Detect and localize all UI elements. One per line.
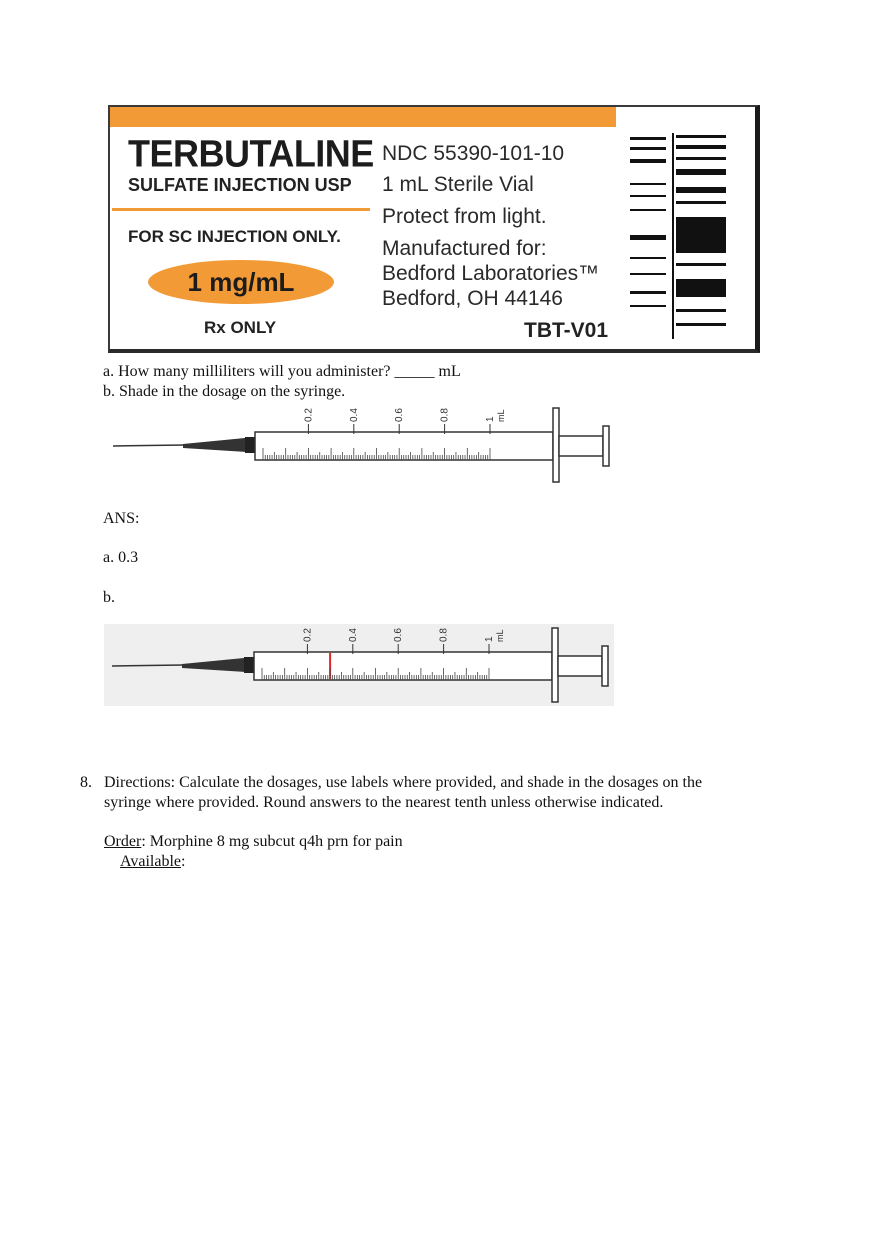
protect-text: Protect from light. bbox=[382, 205, 547, 228]
answer-b: b. bbox=[103, 589, 115, 606]
syringe-tick-label: 0.6 bbox=[393, 628, 405, 642]
label-divider bbox=[112, 208, 370, 211]
drug-subtitle: SULFATE INJECTION USP bbox=[128, 175, 352, 195]
available-suffix: : bbox=[181, 853, 186, 870]
concentration-badge: 1 mg/mL bbox=[148, 260, 334, 304]
syringe-tick-label: 0.8 bbox=[438, 628, 450, 642]
syringe-tick-label: 0.4 bbox=[347, 628, 359, 642]
syringe-tick-label: 1 bbox=[484, 636, 495, 642]
syringe-hub bbox=[182, 658, 246, 672]
label-orange-bar bbox=[110, 107, 616, 127]
syringe-unit-label: mL bbox=[496, 409, 506, 422]
answer-a: a. 0.3 bbox=[103, 549, 139, 566]
syringe-hub bbox=[183, 438, 247, 452]
rx-only: Rx ONLY bbox=[204, 318, 277, 337]
syringe-body bbox=[113, 408, 609, 482]
directions-line1: Directions: Calculate the dosages, use labels where provided, and shade in the dosages on the bbox=[104, 774, 703, 791]
syringe-plunger-rod bbox=[558, 656, 602, 676]
syringe-tick-label: 1 bbox=[485, 416, 496, 422]
syringe-unit-label: mL bbox=[495, 629, 505, 642]
syringe-tick-label: 0.2 bbox=[302, 628, 314, 642]
syringe-flange bbox=[553, 408, 559, 482]
barcode-icon bbox=[630, 133, 736, 339]
syringe-tick-label: 0.6 bbox=[394, 408, 406, 422]
syringe-answer bbox=[104, 620, 614, 706]
ndc-number: NDC 55390-101-10 bbox=[382, 142, 565, 165]
syringe-tip bbox=[245, 437, 255, 453]
order-label: Order bbox=[104, 833, 142, 850]
available-label: Available bbox=[120, 853, 182, 870]
question-b: b. Shade in the dosage on the syringe. bbox=[103, 383, 346, 400]
answer-heading: ANS: bbox=[103, 510, 140, 527]
syringe-needle bbox=[112, 665, 184, 666]
drug-label bbox=[108, 105, 760, 353]
syringe-tick-label: 0.4 bbox=[348, 408, 360, 422]
manufacturer-line3: Bedford, OH 44146 bbox=[382, 287, 563, 310]
syringe-plunger-thumb bbox=[603, 426, 609, 466]
route-text: FOR SC INJECTION ONLY. bbox=[128, 227, 341, 246]
directions-line2: syringe where provided. Round answers to the nearest tenth unless otherwise indicated. bbox=[104, 794, 664, 811]
problem-number: 8. bbox=[80, 774, 92, 791]
order-text: : Morphine 8 mg subcut q4h prn for pain bbox=[141, 833, 403, 850]
vial-size: 1 mL Sterile Vial bbox=[382, 173, 534, 196]
syringe-plunger-thumb bbox=[602, 646, 608, 686]
syringe-blank[interactable] bbox=[105, 400, 615, 486]
syringe-tick-label: 0.8 bbox=[439, 408, 451, 422]
product-code: TBT-V01 bbox=[524, 319, 609, 342]
syringe-needle bbox=[113, 445, 185, 446]
drug-name: TERBUTALINE bbox=[128, 131, 374, 175]
manufacturer-line1: Manufactured for: bbox=[382, 237, 547, 260]
order-line bbox=[104, 832, 403, 852]
available-line bbox=[120, 852, 185, 872]
syringe-flange bbox=[552, 628, 558, 702]
question-a: a. How many milliliters will you administer? _____ mL bbox=[103, 363, 461, 380]
syringe-tick-label: 0.2 bbox=[303, 408, 315, 422]
manufacturer-line2: Bedford Laboratories™ bbox=[382, 262, 600, 285]
syringe-plunger-rod bbox=[559, 436, 603, 456]
syringe-tip bbox=[244, 657, 254, 673]
syringe-body bbox=[112, 628, 608, 702]
